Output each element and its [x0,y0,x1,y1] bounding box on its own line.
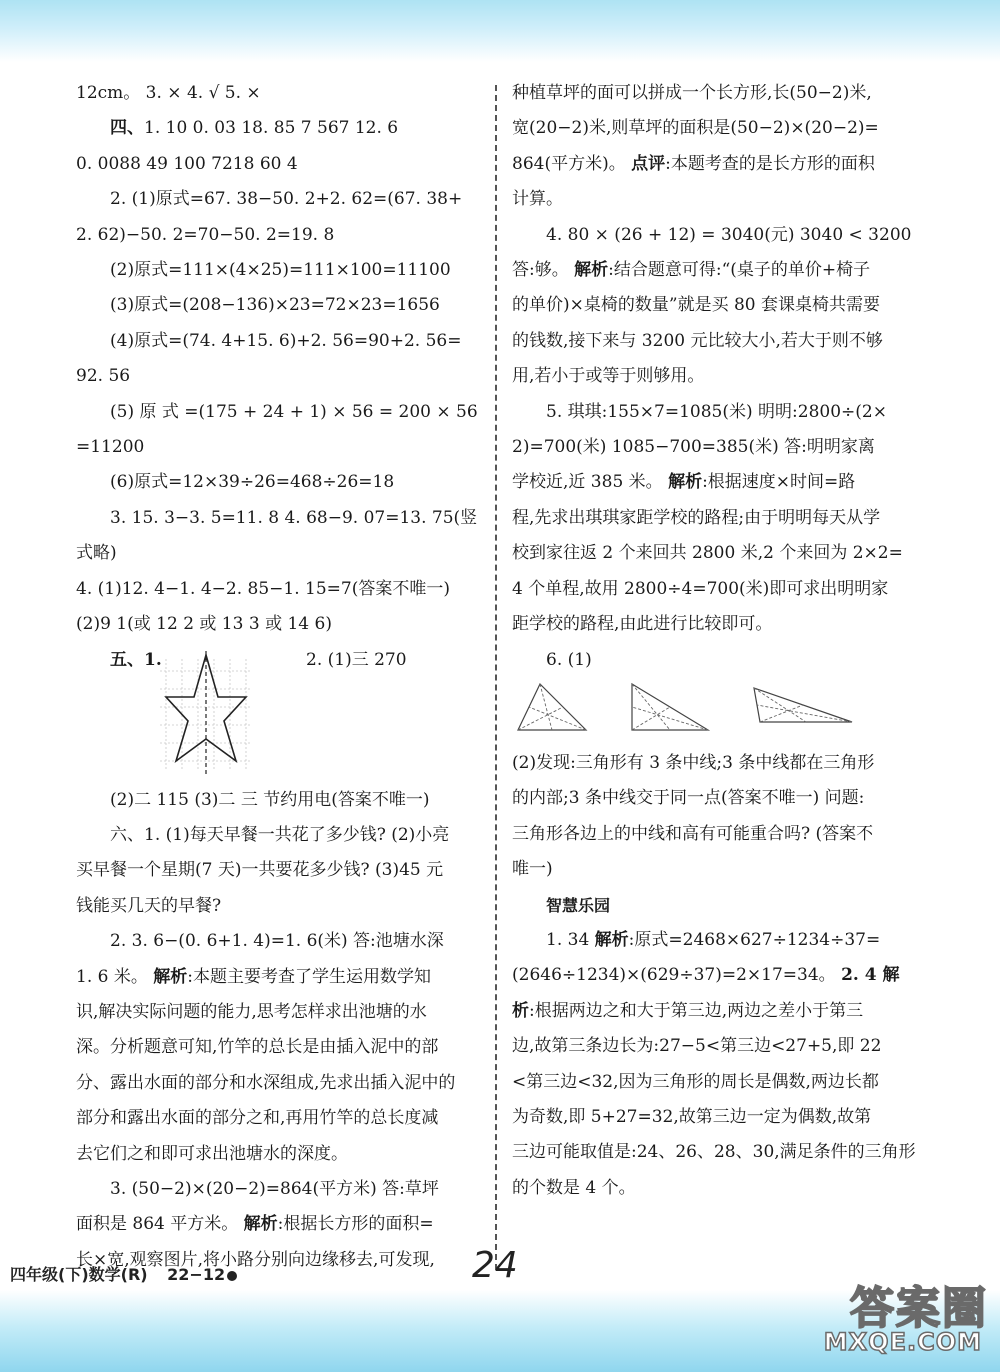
bullet-dot-icon [227,1271,237,1281]
star-grid-figure [156,651,256,775]
text-line: 12cm。 3. × 4. √ 5. × [76,83,261,103]
text-line: 2. 62)−50. 2=70−50. 2=19. 8 [76,224,335,245]
text-line: 4. 80 × (26 + 12) = 3040(元) 3040 < 3200 [546,224,912,245]
text-line: 用,若小于或等于则够用。 [512,366,705,387]
text-span: 答:够。 [512,260,575,281]
text-span: 面积是 864 平方米。 [76,1214,244,1235]
text-line: (2)发现:三角形有 3 条中线;3 条中线都在三角形 [512,752,875,773]
keyword: 解析 [668,472,703,493]
text-line: 钱能买几天的早餐? [76,895,222,916]
keyword: 解 [876,965,900,986]
text-line: 三边可能取值是:24、26、28、30,满足条件的三角形 [512,1142,916,1163]
text-line: 4. (1)12. 4−1. 4−2. 85−1. 15=7(答案不唯一) [76,578,450,599]
text-line: (2)原式=111×(4×25)=111×100=11100 [110,260,451,281]
text-line: (2)二 115 (3)二 三 节约用电(答案不唯一) [110,789,430,810]
text-line: 的内部;3 条中线交于同一点(答案不唯一) 问题: [512,788,865,809]
section-heading: 智慧乐园 [546,895,611,915]
text-span: 864(平方米)。 [512,153,632,174]
page-code: 22−12 [167,1265,226,1284]
text-line: 长×宽,观察图片,将小路分别向边缘移去,可发现, [76,1249,435,1270]
text-line: =11200 [76,437,145,458]
text-line: 的单价)×桌椅的数量”就是买 80 套课桌椅共需要 [512,295,881,316]
text-span: :根据长方形的面积= [277,1214,434,1235]
text-line: 92. 56 [76,366,131,387]
acute-triangle-figure [512,678,592,738]
text-line: 买早餐一个星期(7 天)一共要花多少钱? (3)45 元 [76,860,444,881]
text-line: 0. 0088 49 100 7218 60 4 [76,153,298,174]
star-figure-row [76,643,484,783]
text-line: 距学校的路程,由此进行比较即可。 [512,614,773,635]
text-line [512,923,918,958]
text-line [512,147,918,182]
text-line: (6)原式=12×39÷26=468÷26=18 [110,472,395,493]
text-line: 唯一) [512,859,553,880]
text-span: 学校近,近 385 米。 [512,472,669,493]
text-line: 为奇数,即 5+27=32,故第三边一定为偶数,故第 [512,1106,872,1127]
text-line [512,994,918,1029]
obtuse-triangle-figure [748,678,858,738]
right-column [512,76,918,1206]
watermark-url: MXQE.COM [823,1328,982,1356]
watermark-logo [808,1272,988,1362]
text-line [512,958,918,993]
keyword: 解析 [594,929,629,950]
book-title: 四年级(下)数学(R) [10,1265,148,1284]
text-line: 5. 琪琪:155×7=1085(米) 明明:2800÷(2× [546,401,887,422]
text-line: (3)原式=(208−136)×23=72×23=1656 [110,295,440,316]
text-line: 三角形各边上的中线和高有可能重合吗? (答案不 [512,823,874,844]
text-span: :根据两边之和大于第三边,两边之差小于第三 [529,1000,864,1021]
text-line: (5) 原 式 =(175 + 24 + 1) × 56 = 200 × 56 [110,401,478,422]
watermark-text: 答案圈 [850,1283,988,1334]
text-span: :原式=2468×627÷1234÷37= [628,929,881,950]
section-label: 五、1. [110,649,162,670]
page-footer [10,1262,237,1285]
page-number: 24 [472,1245,518,1286]
text-line: 4 个单程,故用 2800÷4=700(米)即可求出明明家 [512,578,889,599]
text-line: 去它们之和即可求出池塘水的深度。 [76,1143,348,1164]
text-line: 式略) [76,543,117,564]
keyword: 解析 [243,1214,278,1235]
text-span: 1. 34 [546,929,595,950]
section-label: 四、 [110,118,144,139]
text-line: 3. (50−2)×(20−2)=864(平方米) 答:草坪 [110,1178,439,1199]
text-span: :本题主要考查了学生运用数学知 [187,966,431,987]
keyword: 析 [512,1000,529,1021]
text-line: 种植草坪的面可以拼成一个长方形,长(50−2)米, [512,83,872,103]
text-line: 深。分析题意可知,竹竿的总长是由插入泥中的部 [76,1037,439,1058]
text-span: :根据速度×时间=路 [702,472,856,493]
text-line: (2)9 1(或 12 2 或 13 3 或 14 6) [76,614,332,635]
text-line: 2)=700(米) 1085−700=385(米) 答:明明家离 [512,437,875,458]
keyword: 解析 [574,260,609,281]
text-line: 边,故第三条边长为:27−5<第三边<27+5,即 22 [512,1036,882,1057]
text-span: (2646÷1234)×(629÷37)=2×17=34。 [512,965,842,986]
text-line [76,1207,484,1242]
text-span: :结合题意可得:“(桌子的单价+椅子 [608,260,871,281]
text-line [76,111,484,146]
text-line: 程,先求出琪琪家距学校的路程;由于明明每天从学 [512,507,881,528]
keyword: 解析 [153,966,188,987]
text-span: 2. (1)三 270 [306,649,407,670]
text-line: <第三边<32,因为三角形的周长是偶数,两边长都 [512,1071,879,1092]
text-line: 部分和露出水面的部分之和,再用竹竿的总长度减 [76,1108,439,1129]
text-line: 2. 3. 6−(0. 6+1. 4)=1. 6(米) 答:池塘水深 [110,931,444,952]
question-number: 2. 4 [841,965,877,986]
keyword: 点评 [631,153,666,174]
text-span: :本题考查的是长方形的面积 [665,153,875,174]
text-span: 1. 10 0. 03 18. 85 7 567 12. 6 [144,118,399,139]
text-line: 2. (1)原式=67. 38−50. 2+2. 62=(67. 38+ [110,189,463,210]
column-divider [495,85,497,1270]
text-line: (4)原式=(74. 4+15. 6)+2. 56=90+2. 56= [110,330,462,351]
triangle-figures-row [512,678,918,746]
text-line: 3. 15. 3−3. 5=11. 8 4. 68−9. 07=13. 75(竖 [110,507,478,528]
text-span: 1. 6 米。 [76,966,154,987]
text-line [512,253,918,288]
text-line [76,960,484,995]
text-line: 识,解决实际问题的能力,思考怎样求出池塘的水 [76,1001,427,1022]
right-triangle-figure [624,678,714,738]
text-line: 校到家往返 2 个来回共 2800 米,2 个来回为 2×2= [512,543,903,564]
text-line: 六、1. (1)每天早餐一共花了多少钱? (2)小亮 [110,824,450,845]
top-decorative-band [0,0,1000,62]
text-line: 分、露出水面的部分和水深组成,先求出插入泥中的 [76,1072,456,1093]
text-line: 6. (1) [546,649,592,670]
left-column [76,76,484,1278]
text-line: 计算。 [512,189,563,210]
text-line: 的钱数,接下来与 3200 元比较大小,若大于则不够 [512,330,883,351]
text-line: 宽(20−2)米,则草坪的面积是(50−2)×(20−2)= [512,118,879,139]
text-line [512,465,918,500]
text-line: 的个数是 4 个。 [512,1177,636,1198]
